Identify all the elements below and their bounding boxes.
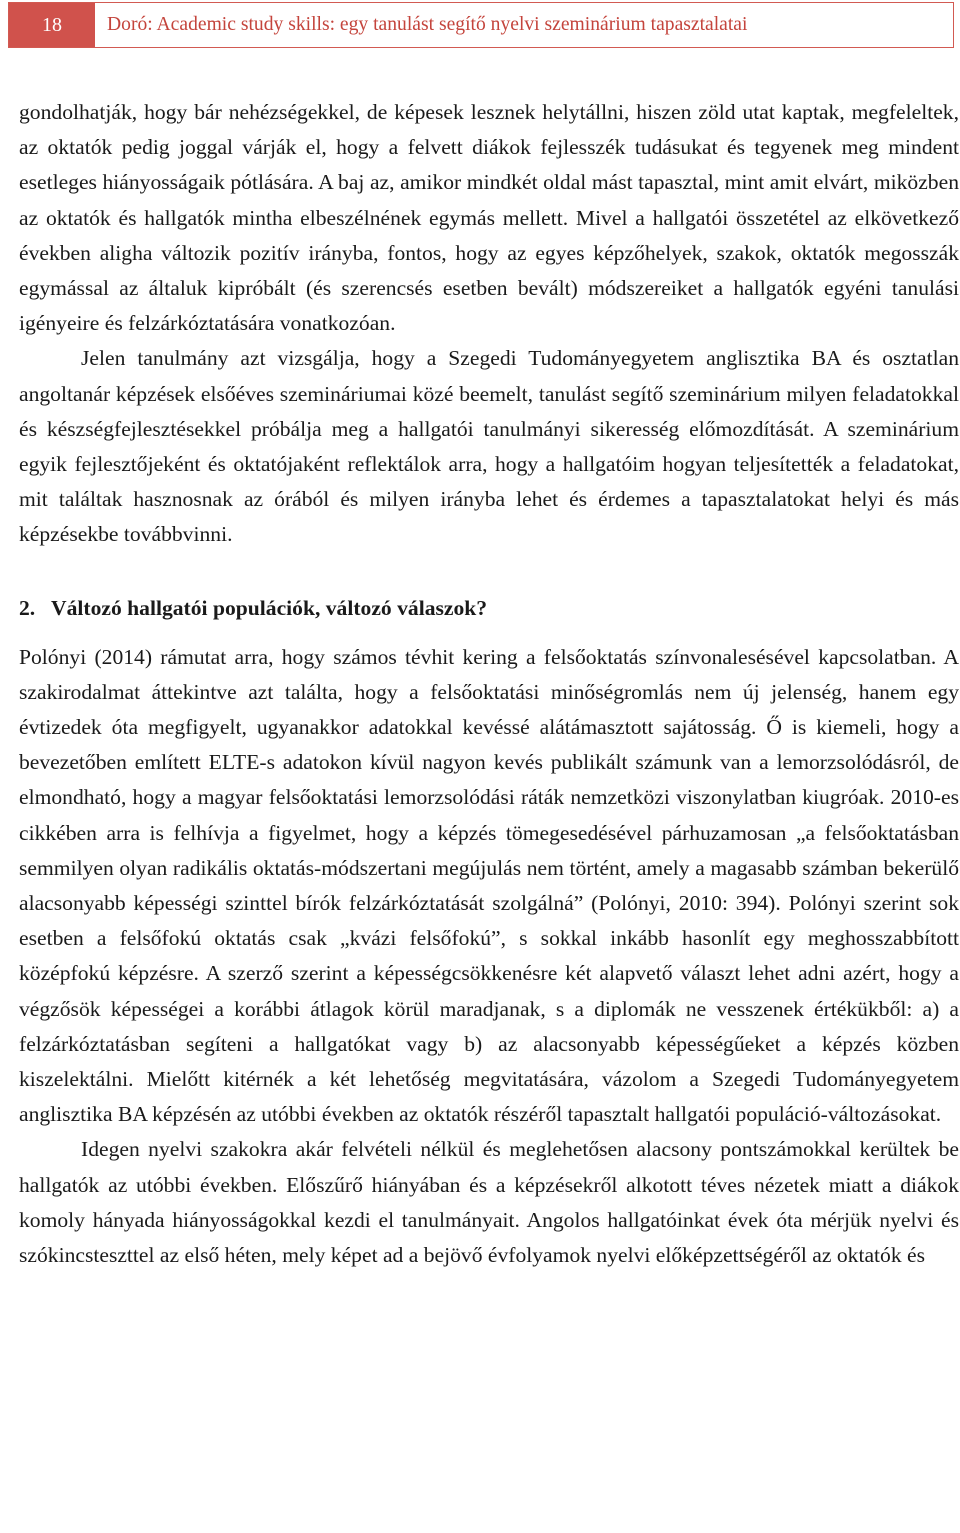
paragraph: Polónyi (2014) rámutat arra, hogy számos tévhit kering a felsőoktatás színvonalesésével kapcsolatban. A szakirodalmat áttekintve azt találta, hogy a felsőoktatási minőségromlás nem új jelenség, hanem egy évtizedek óta megfigyelt, ugyanakkor adatokkal kevéssé alátámasztott sajátosság. Ő is kiemeli, hogy a bevezetőben említett ELTE-s adatokon kívül nagyon kevés publikált számunk van a lemorzsolódásról, de elmondható, hogy a magyar felsőoktatási lemorzsolódási ráták nemzetközi viszonylatban kiugróak. 2010-es cikkében arra is felhívja a figyelmet, hogy a képzés tömegesedésével párhuzamosan „a felsőoktatásban semmilyen olyan radikális oktatás-módszertani megújulás nem történt, amely a magasabb számban bekerülő alacsonyabb képességi szinttel bírók felzárkóztatását szolgálná” (Polónyi, 2010: 394). Polónyi szerint sok esetben a felsőfokú oktatás csak „kvázi felsőfokú”, s sokkal inkább hasonlít egy meghosszabbított középfokú képzésre. A szerző szerint a képességcsökkenésre két alapvető választ lehet adni azért, hogy a végzősök képességei a korábbi átlagok körül maradjanak, s a diplomák ne vesszenek értékükből: a) a felzárkóztatásban segíteni a hallgatókat vagy b) az alacsonyabb képességűeket a képzés közben kiszelektálni. Mielőtt kitérnék a két lehetőség megvitatására, vázolom a Szegedi Tudományegyetem anglisztika BA képzésén az utóbbi években az oktatók részéről tapasztalt hallgatói populáció-változásokat. — [19, 644, 959, 1127]
paragraph: gondolhatják, hogy bár nehézségekkel, de képesek lesznek helytállni, hiszen zöld utat kaptak, megfeleltek, az oktatók pedig joggal várják el, hogy a felvett diákok fejlesszék tudásukat és tegyenek meg mindent esetleges hiányosságaik pótlására. A baj az, amikor mindkét oldal mást tapasztal, mint amit elvárt, miközben az oktatók és hallgatók mintha elbeszélnének egymás mellett. Mivel a hallgatói összetétel az elkövetkező években aligha változik pozitív irányba, fontos, hogy az egyes képzőhelyek, szakok, oktatók megosszák egymással az általuk kipróbált (és szerencsés esetben bevált) módszereiket a hallgatók egyéni tanulási igényeire és felzárkóztatására vonatkozóan. — [19, 100, 959, 336]
section-title: Változó hallgatói populációk, változó válaszok? — [51, 595, 488, 620]
running-header — [8, 2, 954, 48]
paragraph: Jelen tanulmány azt vizsgálja, hogy a Szegedi Tudományegyetem anglisztika BA és osztatlan angoltanár képzések elsőéves szemináriumai közé beemelt, tanulást segítő szeminárium milyen feladatokkal és készségfejlesztésekkel próbálja meg a hallgatói tanulmányi sikeresség előmozdítását. A szeminárium egyik fejlesztőjeként és oktatójaként reflektálok arra, hogy a hallgatóim hogyan teljesítették a feladatokat, mit találtak hasznosnak az órából és milyen irányba lehet és érdemes a tapasztalatokat helyi és más képzésekbe továbbvinni. — [19, 346, 959, 547]
section-number: 2. — [19, 595, 36, 620]
body-text — [19, 95, 959, 1273]
running-title: Doró: Academic study skills: egy tanulást segítő nyelvi szeminárium tapasztalatai — [107, 14, 748, 35]
paragraph: Idegen nyelvi szakokra akár felvételi nélkül és meglehetősen alacsony pontszámokkal kerültek be hallgatók az utóbbi években. Előszűrő hiányában és a képzésekről alkotott téves nézetek miatt a diákok komoly hányada hiányosságokkal kezdi el tanulmányait. Angolos hallgatóinkat évek óta mérjük nyelvi és szókincsteszttel az első héten, mely képet ad a bejövő évfolyamok nyelvi előképzettségéről az oktatók és — [19, 1137, 959, 1268]
page-number: 18 — [9, 3, 95, 47]
section-heading — [19, 591, 959, 626]
